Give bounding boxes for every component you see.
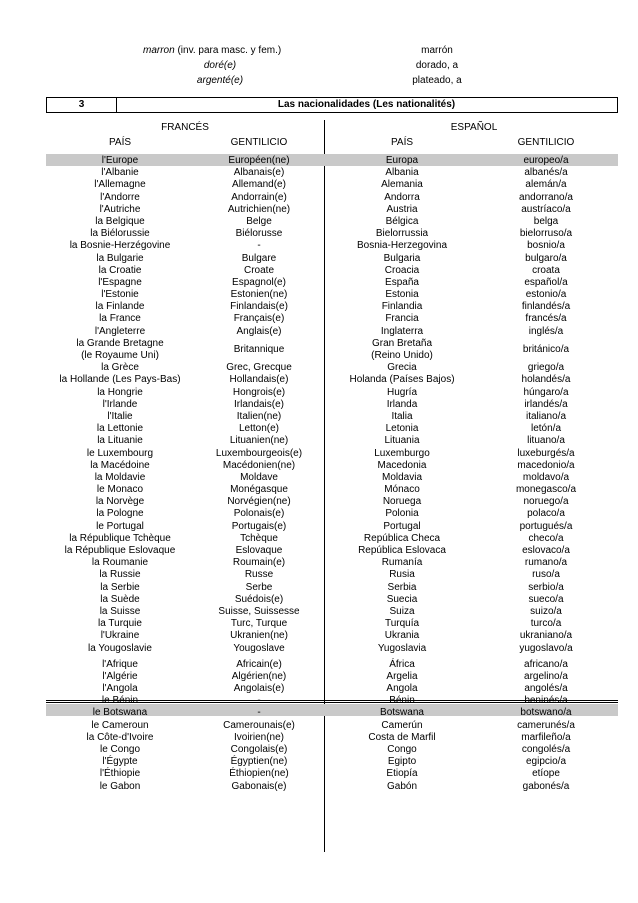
cell-pais-es: Moldavia	[381, 471, 423, 483]
table-row	[0, 756, 638, 768]
table-row	[0, 387, 638, 399]
cell-gentilicio-es: suizo/a	[530, 605, 562, 617]
cell-gentilicio-es: etíope	[532, 768, 560, 780]
table-row	[0, 326, 638, 338]
top-line-1	[143, 45, 281, 57]
table-row	[0, 545, 638, 557]
table-row	[0, 618, 638, 630]
cell-pais-es: Europa	[385, 155, 419, 166]
section-number: 3	[47, 98, 117, 112]
header-pais-es: PAÍS	[390, 137, 414, 148]
table-row	[0, 582, 638, 594]
table-row	[0, 399, 638, 411]
table-row	[0, 240, 638, 252]
cell-gentilicio-es: camerunés/a	[517, 719, 575, 731]
table-row	[0, 768, 638, 780]
table-row	[0, 732, 638, 744]
cell-pais-fr: le Bénin	[101, 695, 139, 707]
cell-pais-fr: le Luxembourg	[86, 447, 154, 459]
cell-pais-es: Polonia	[385, 508, 419, 520]
cell-pais-es: Italia	[391, 410, 413, 422]
cell-gentilicio-fr: Camerounais(e)	[223, 719, 295, 731]
cell-gentilicio-es: europeo/a	[523, 155, 569, 166]
cell-gentilicio-fr: Finlandais(e)	[230, 301, 288, 313]
cell-gentilicio-fr: Angolais(e)	[233, 683, 285, 695]
cell-gentilicio-fr: Norvégien(ne)	[227, 496, 291, 508]
cell-pais-es: Ukrania	[384, 630, 420, 642]
table-row	[0, 179, 638, 191]
cell-gentilicio-fr: Espagnol(e)	[232, 276, 286, 288]
cell-gentilicio-es: holandés/a	[521, 374, 571, 386]
cell-gentilicio-fr: Serbe	[245, 581, 273, 593]
cell-pais-fr: la Bulgarie	[96, 252, 144, 264]
cell-line: Gran Bretaña	[371, 337, 433, 349]
cell-gentilicio-fr: Africain(e)	[236, 658, 282, 670]
cell-gentilicio-es: bielorruso/a	[519, 228, 573, 240]
cell-gentilicio-fr: Éthiopien(ne)	[229, 768, 289, 780]
nationalities-table	[0, 155, 638, 793]
cell-gentilicio-es: estonio/a	[525, 289, 567, 301]
cell-gentilicio-es: portugués/a	[519, 520, 573, 532]
cell-pais-fr: l'Autriche	[99, 203, 141, 215]
section-bar	[46, 97, 618, 113]
cell-pais-fr: la Croatie	[98, 264, 142, 276]
cell-pais-es: Serbia	[387, 581, 417, 593]
cell-gentilicio-fr: Croate	[243, 264, 274, 276]
cell-gentilicio-es: finlandés/a	[521, 301, 571, 313]
cell-pais-es: Costa de Marfil	[368, 731, 436, 743]
cell-pais-fr: l'Albanie	[101, 167, 139, 179]
cell-gentilicio-fr: Français(e)	[233, 313, 285, 325]
cell-pais-es: República Eslovaca	[358, 545, 446, 557]
top-line-1-es: marrón	[421, 45, 453, 56]
cell-gentilicio-fr: Anglais(e)	[236, 325, 282, 337]
cell-pais-es: Bulgaria	[383, 252, 421, 264]
table-row	[0, 277, 638, 289]
cell-pais-es: Etiopía	[386, 768, 418, 780]
table-row	[0, 521, 638, 533]
cell-pais-es: Bosnia-Herzegovina	[356, 240, 448, 252]
cell-gentilicio-fr: Turc, Turque	[230, 618, 288, 630]
cell-pais-es: Bielorrussia	[375, 228, 429, 240]
table-row	[0, 720, 638, 732]
cell-gentilicio-es: serbio/a	[528, 581, 564, 593]
cell-gentilicio-fr: Bulgare	[241, 252, 277, 264]
cell-pais-fr: la Hongrie	[97, 386, 143, 398]
cell-pais-es: Suecia	[386, 593, 418, 605]
cell-pais-fr: la Roumanie	[91, 557, 149, 569]
cell-gentilicio-fr: Gabonais(e)	[231, 780, 287, 792]
cell-pais-es: Camerún	[381, 719, 423, 731]
cell-pais-es: Botswana	[380, 707, 424, 719]
cell-gentilicio-es: lituano/a	[527, 435, 565, 447]
cell-gentilicio-fr: Belge	[246, 215, 272, 227]
cell-pais-es: República Checa	[363, 532, 441, 544]
table-row	[0, 192, 638, 204]
cell-gentilicio-es: griego/a	[527, 362, 565, 374]
table-row	[0, 228, 638, 240]
cell-pais-es: Suiza	[389, 605, 415, 617]
table-row	[0, 167, 638, 179]
cell-pais-es: Croacia	[384, 264, 420, 276]
cell-pais-es: Argelia	[386, 670, 418, 682]
cell-gentilicio-es: húngaro/a	[523, 386, 569, 398]
cell-gentilicio-es: italiano/a	[525, 410, 567, 422]
cell-gentilicio-fr: Macédonien(ne)	[222, 459, 296, 471]
cell-pais-es: Mónaco	[384, 484, 420, 496]
cell-pais-es: Yugoslavia	[377, 642, 427, 654]
cell-pais-fr: la République Tchèque	[69, 532, 171, 544]
cell-pais-es: Rumanía	[381, 557, 423, 569]
table-row	[0, 557, 638, 569]
header-pais-fr: PAÍS	[108, 137, 132, 148]
top-line-1-fr: marron	[143, 45, 175, 56]
table-row	[0, 707, 638, 719]
table-row	[0, 313, 638, 325]
table-row	[0, 606, 638, 618]
cell-gentilicio-fr: Britannique	[233, 343, 285, 355]
cell-gentilicio-es: moldavo/a	[522, 471, 570, 483]
cell-gentilicio-es: beninés/a	[524, 695, 568, 707]
cell-pais-fr: l'Estonie	[101, 289, 139, 301]
cell-gentilicio-es: africano/a	[524, 658, 568, 670]
cell-gentilicio-fr: Hongrois(e)	[232, 386, 286, 398]
table-row	[0, 338, 638, 362]
cell-pais-fr: la Biélorussie	[90, 228, 150, 240]
top-line-2-fr: doré(e)	[203, 60, 237, 71]
table-row	[0, 362, 638, 374]
cell-gentilicio-fr: -	[257, 695, 261, 707]
cell-gentilicio-es: alemán/a	[525, 179, 567, 191]
cell-pais-es: Angola	[386, 683, 418, 695]
cell-gentilicio-fr: -	[257, 707, 261, 719]
cell-pais-fr: la France	[99, 313, 141, 325]
cell-gentilicio-es: sueco/a	[528, 593, 564, 605]
cell-gentilicio-es: eslovaco/a	[522, 545, 570, 557]
table-row	[0, 533, 638, 545]
cell-gentilicio-es: andorrano/a	[519, 191, 573, 203]
cell-gentilicio-fr: Monégasque	[230, 484, 288, 496]
cell-line: la Grande Bretagne	[76, 337, 164, 349]
table-row	[0, 569, 638, 581]
table-row	[0, 216, 638, 228]
cell-pais-es: Luxemburgo	[374, 447, 430, 459]
table-row	[0, 496, 638, 508]
cell-pais-fr: l'Égypte	[102, 756, 138, 768]
cell-gentilicio-fr: Égyptien(ne)	[230, 756, 288, 768]
cell-pais-es: Bénin	[389, 695, 415, 707]
cell-pais-fr: l'Europe	[101, 155, 139, 166]
cell-pais-fr: la Belgique	[95, 215, 145, 227]
cell-pais-fr: l'Algérie	[102, 670, 138, 682]
cell-pais-es: Alemania	[381, 179, 423, 191]
cell-gentilicio-fr: Polonais(e)	[233, 508, 285, 520]
header-lang-es: ESPAÑOL	[450, 122, 498, 133]
cell-pais-fr: la Finlande	[95, 301, 145, 313]
table-row	[0, 630, 638, 642]
table-row	[0, 659, 638, 671]
table-row	[0, 643, 638, 655]
cell-pais-fr: la Hollande (Les Pays-Bas)	[59, 374, 181, 386]
cell-pais-fr: l'Irlande	[102, 398, 138, 410]
cell-gentilicio-es: irlandés/a	[524, 398, 568, 410]
cell-gentilicio-fr: Letton(e)	[238, 423, 280, 435]
cell-gentilicio-fr: Européen(ne)	[228, 155, 290, 166]
cell-pais-es: Grecia	[387, 362, 417, 374]
table-row	[0, 744, 638, 756]
cell-pais-es: Albania	[385, 167, 419, 179]
cell-gentilicio-es: belga	[533, 215, 559, 227]
cell-pais-fr: le Botswana	[92, 707, 148, 719]
header-gentilicio-es: GENTILICIO	[517, 137, 575, 148]
cell-gentilicio-fr: Hollandais(e)	[229, 374, 289, 386]
cell-pais-fr: la Lettonie	[96, 423, 144, 435]
cell-gentilicio-es: macedonio/a	[517, 459, 575, 471]
cell-pais-fr: l'Ukraine	[100, 630, 140, 642]
cell-gentilicio-es: español/a	[524, 276, 568, 288]
cell-gentilicio-fr: Ivoirien(ne)	[233, 731, 285, 743]
table-row	[0, 289, 638, 301]
table-row	[0, 683, 638, 695]
cell-pais-fr: la République Eslovaque	[64, 545, 176, 557]
cell-pais-fr: la Suisse	[99, 605, 141, 617]
top-line-1-note: (inv. para masc. y fem.)	[174, 45, 282, 56]
cell-pais-fr: la Grèce	[101, 362, 139, 374]
table-row	[0, 484, 638, 496]
cell-pais-fr: l'Espagne	[98, 276, 142, 288]
cell-pais-es: España	[385, 276, 419, 288]
cell-gentilicio-es: bulgaro/a	[525, 252, 567, 264]
cell-pais-fr: le Monaco	[96, 484, 144, 496]
cell-pais-es: Macedonia	[377, 459, 427, 471]
cell-gentilicio-fr: Roumain(e)	[232, 557, 286, 569]
table-row	[0, 508, 638, 520]
cell-gentilicio-fr: Allemand(e)	[232, 179, 286, 191]
cell-gentilicio-fr: Irlandais(e)	[233, 398, 285, 410]
cell-gentilicio-es: argelino/a	[524, 670, 568, 682]
table-row	[0, 374, 638, 386]
table-row	[0, 301, 638, 313]
table-row	[0, 155, 638, 167]
cell-gentilicio-fr: Estonien(ne)	[230, 289, 288, 301]
cell-pais-es: Estonia	[385, 289, 419, 301]
cell-pais-fr: la Macédoine	[90, 459, 150, 471]
cell-pais-fr: la Côte-d'Ivoire	[86, 731, 154, 743]
cell-gentilicio-es: luxeburgés/a	[517, 447, 575, 459]
cell-gentilicio-es: croata	[532, 264, 560, 276]
cell-pais-fr: la Yougoslavie	[88, 642, 152, 654]
cell-pais-es: Austria	[386, 203, 418, 215]
cell-pais-fr: l'Angleterre	[94, 325, 146, 337]
cell-gentilicio-es: francés/a	[525, 313, 567, 325]
cell-gentilicio-fr: Portugais(e)	[231, 520, 287, 532]
table-row	[0, 472, 638, 484]
cell-gentilicio-es: angolés/a	[524, 683, 568, 695]
cell-gentilicio-es: ukraniano/a	[519, 630, 573, 642]
cell-gentilicio-es: polaco/a	[527, 508, 565, 520]
cell-pais-fr: le Portugal	[96, 520, 144, 532]
cell-gentilicio-es: egipcio/a	[525, 756, 567, 768]
cell-line-2: (Reino Unido)	[371, 350, 433, 362]
table-row	[0, 448, 638, 460]
cell-pais-es: Francia	[385, 313, 419, 325]
cell-gentilicio-es: ruso/a	[532, 569, 560, 581]
cell-pais-fr: le Gabon	[99, 780, 141, 792]
cell-pais-fr: la Bosnie-Herzégovine	[69, 240, 171, 252]
cell-gentilicio-fr: Lituanien(ne)	[229, 435, 289, 447]
cell-gentilicio-fr: Yougoslave	[233, 642, 285, 654]
cell-gentilicio-fr: Suisse, Suissesse	[218, 605, 300, 617]
cell-gentilicio-es: botswano/a	[520, 707, 572, 719]
cell-pais-es: Gabón	[386, 780, 418, 792]
cell-pais-fr: la Suède	[100, 593, 140, 605]
table-row	[0, 460, 638, 472]
cell-gentilicio-es: inglés/a	[528, 325, 564, 337]
cell-gentilicio-es: bosnio/a	[527, 240, 565, 252]
cell-pais-fr: l'Angola	[102, 683, 138, 695]
cell-pais-es: Egipto	[387, 756, 417, 768]
cell-pais-es: Inglaterra	[380, 325, 424, 337]
cell-gentilicio-fr: Ukranien(ne)	[230, 630, 288, 642]
cell-gentilicio-es: congolés/a	[521, 744, 571, 756]
table-row	[0, 671, 638, 683]
cell-gentilicio-es: monegasco/a	[515, 484, 577, 496]
cell-gentilicio-fr: Eslovaque	[235, 545, 283, 557]
cell-gentilicio-fr: Andorrain(e)	[231, 191, 287, 203]
cell-pais-fr: la Serbie	[100, 581, 140, 593]
table-row	[0, 594, 638, 606]
cell-pais-es: Letonia	[385, 423, 419, 435]
cell-gentilicio-fr: Italien(ne)	[236, 410, 282, 422]
cell-pais-es: Noruega	[382, 496, 422, 508]
cell-pais-fr: la Pologne	[96, 508, 144, 520]
top-line-3-es: plateado, a	[412, 75, 462, 86]
cell-gentilicio-fr: -	[257, 240, 261, 252]
table-row	[0, 435, 638, 447]
cell-pais-fr: l'Italie	[107, 410, 133, 422]
cell-pais-es: Portugal	[383, 520, 421, 532]
cell-gentilicio-fr: Suédois(e)	[234, 593, 284, 605]
cell-gentilicio-es: turco/a	[530, 618, 562, 630]
cell-pais-fr: la Lituanie	[97, 435, 143, 447]
cell-gentilicio-fr: Luxembourgeois(e)	[215, 447, 303, 459]
cell-gentilicio-es: checo/a	[528, 532, 564, 544]
cell-pais-es: Congo	[387, 744, 417, 756]
cell-pais-es: Irlanda	[386, 398, 418, 410]
cell-line-2: (le Royaume Uni)	[81, 350, 159, 362]
table-row	[0, 253, 638, 265]
cell-pais-es: Andorra	[384, 191, 420, 203]
header-gentilicio-fr: GENTILICIO	[230, 137, 288, 148]
cell-pais-es: Finlandia	[381, 301, 423, 313]
cell-pais-fr: la Norvège	[95, 496, 145, 508]
cell-pais-fr: le Congo	[99, 744, 141, 756]
table-row	[0, 265, 638, 277]
cell-gentilicio-fr: Russe	[244, 569, 274, 581]
cell-pais-fr: l'Afrique	[102, 658, 138, 670]
cell-pais-fr: l'Allemagne	[94, 179, 146, 191]
cell-pais-es: Turquía	[384, 618, 420, 630]
section-title: Las nacionalidades (Les nationalités)	[277, 99, 456, 110]
cell-pais-fr	[46, 338, 194, 362]
cell-gentilicio-es: letón/a	[530, 423, 562, 435]
cell-pais-es: Lituania	[384, 435, 420, 447]
cell-pais-es: Rusia	[389, 569, 415, 581]
table-row	[0, 695, 638, 707]
cell-gentilicio-fr: Autrichien(ne)	[227, 203, 291, 215]
cell-gentilicio-fr: Congolais(e)	[230, 744, 288, 756]
cell-gentilicio-es: británico/a	[522, 343, 570, 355]
cell-pais-es: Holanda (Países Bajos)	[349, 374, 455, 386]
cell-pais-es: Bélgica	[385, 215, 419, 227]
table-row	[0, 411, 638, 423]
top-line-3-fr: argenté(e)	[196, 75, 244, 86]
cell-gentilicio-es: austríaco/a	[521, 203, 571, 215]
cell-gentilicio-fr: Algérien(ne)	[231, 670, 287, 682]
cell-pais-es: África	[389, 658, 415, 670]
cell-pais-fr: la Russie	[99, 569, 141, 581]
cell-gentilicio-es: noruego/a	[523, 496, 569, 508]
table-row	[0, 781, 638, 793]
table-row	[0, 204, 638, 216]
header-lang-fr: FRANCÉS	[161, 122, 209, 133]
cell-pais-fr: la Turquie	[98, 618, 142, 630]
cell-gentilicio-fr: Tchèque	[240, 532, 278, 544]
cell-pais-fr: la Moldavie	[94, 471, 146, 483]
cell-pais-fr: l'Éthiopie	[99, 768, 141, 780]
cell-gentilicio-fr: Albanais(e)	[233, 167, 285, 179]
cell-gentilicio-fr: Biélorusse	[235, 228, 283, 240]
cell-gentilicio-es: gabonés/a	[522, 780, 570, 792]
cell-pais-es	[330, 338, 474, 362]
table-row	[0, 423, 638, 435]
cell-gentilicio-es: marfileño/a	[521, 731, 571, 743]
cell-gentilicio-es: albanés/a	[524, 167, 568, 179]
cell-gentilicio-fr: Moldave	[240, 471, 278, 483]
cell-gentilicio-es: rumano/a	[524, 557, 568, 569]
cell-pais-fr: l'Andorre	[100, 191, 140, 203]
cell-gentilicio-es: yugoslavo/a	[519, 642, 573, 654]
cell-pais-fr: le Cameroun	[91, 719, 149, 731]
cell-pais-es: Hugría	[386, 386, 417, 398]
cell-gentilicio-fr: Grec, Grecque	[226, 362, 292, 374]
top-line-2-es: dorado, a	[415, 60, 459, 71]
